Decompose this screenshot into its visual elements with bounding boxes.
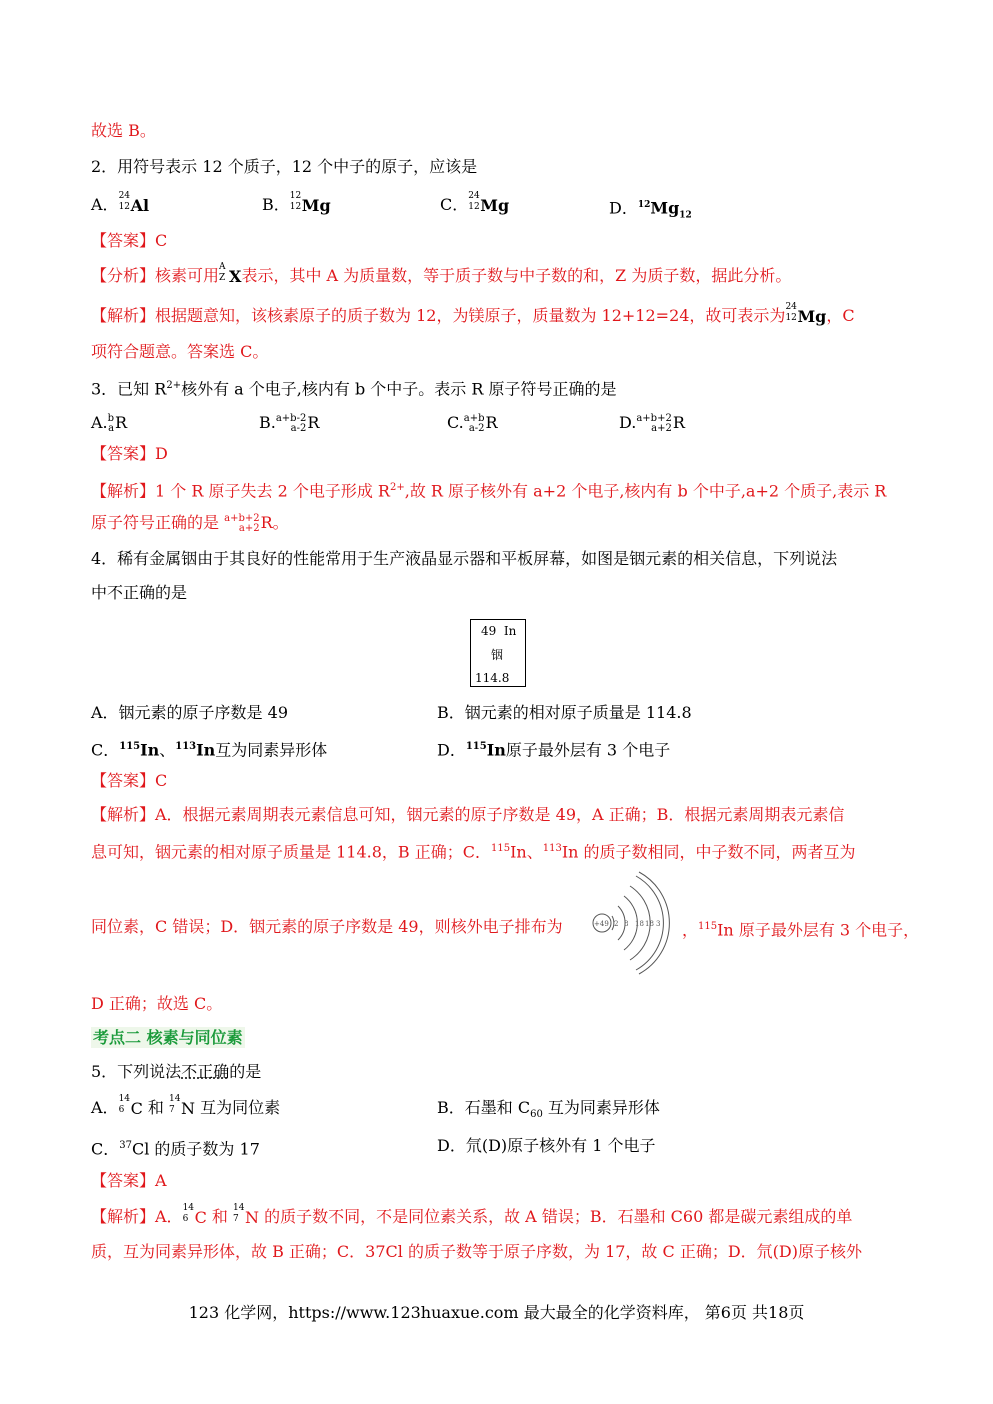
shell-3: 18 [635,920,644,928]
q4-answer: 【答案】C [91,771,168,790]
q4-stem: 4．稀有金属铟由于其良好的性能常用于生产液晶显示器和平板屏幕，如图是铟元素的相关信息，下列说法 [91,549,838,568]
q5-stem: 5．下列说法不正确的是 [91,1062,262,1081]
q3-explanation-2: 原子符号正确的是 a+b+2 a+2R。 [91,512,289,534]
q4-explanation-3: 同位素，C 错误；D．铟元素的原子序数是 49，则核外电子排布为 [91,917,563,936]
q3-option-a: A.b aR [91,412,128,434]
q4-option-b: B．铟元素的相对原子质量是 114.8 [437,703,692,722]
q4-explanation-2: 息可知，铟元素的相对原子质量是 114.8，B 正确；C．$^{115}$In、$^{113}$In 的质子数相同，中子数不同，两者互为 [91,842,856,862]
q5-answer: 【答案】A [91,1171,167,1190]
q3-answer: 【答案】D [91,444,168,463]
section-heading: 考点二 核素与同位素 [93,1028,243,1047]
q4-option-c: C．$^{115}$In、$^{113}$In互为同素异形体 [91,740,328,760]
q2-option-c: C． 24 12 Mg [440,190,510,215]
q2-stem: 2．用符号表示 12 个质子，12 个中子的原子，应该是 [91,157,478,176]
q5-option-b: B．石墨和 $C_{60}$ 互为同素异形体 [437,1098,660,1121]
shell-1: 2 [614,920,619,928]
q2-explanation: 【解析】根据题意知，该核素原子的质子数为 12，为镁原子，质量数为 12+12=24，故可表示为 24 12 Mg，C [91,301,855,326]
q5-option-c: C．$^{37}$Cl 的质子数为 17 [91,1139,260,1159]
electron-shell-diagram [590,868,682,978]
q5-explanation-2: 质，互为同素异形体，故 B 正确；C．37Cl 的质子数等于原子序数，为 17，故 C 正确；D．氘(D)原子核外 [91,1242,862,1261]
q4-stem-2: 中不正确的是 [91,583,188,602]
q2-option-d: D．$^{12}Mg_{12}$ [609,198,692,221]
q5-option-d: D．氘(D)原子核外有 1 个电子 [437,1136,656,1155]
q2-option-b: B． 12 12 Mg [262,190,331,215]
q5-option-a: A． 14 6 C 和 14 7 N 互为同位素 [91,1093,281,1118]
q3-option-c: C.a+b a-2R [447,412,498,434]
q5-explanation: 【解析】A． 14 6 C 和 14 7 N 的质子数不同，不是同位素关系，故 A 错误；B．石墨和 C60 都是碳元素组成的单 [91,1202,853,1227]
atomic-number: 49 In [481,624,517,638]
q2-explanation-2: 项符合题意。答案选 C。 [91,342,269,361]
prev-conclusion: 故选 B。 [91,121,156,140]
q2-analysis: 【分析】核素可用 A Z X表示，其中 A 为质量数，等于质子数与中子数的和，Z 为质子数，据此分析。 [91,261,792,286]
q3-option-d: D.a+b+2 a+2R [619,412,685,434]
nucleus-label: +49 [594,920,609,928]
q3-stem: 3．已知 $R^{2+}$核外有 a 个电子,核内有 b 个中子。表示 R 原子符号正确的是 [91,379,617,399]
atomic-mass: 114.8 [475,671,510,685]
q4-explanation-3b: ，$^{115}$In 原子最外层有 3 个电子， [682,920,920,940]
shell-2: 8 [624,920,629,928]
q4-explanation-4: D 正确；故选 C。 [91,994,223,1013]
indium-element-card [470,619,526,687]
q3-option-b: B.a+b-2 a-2R [259,412,320,434]
element-name: 铟 [491,648,504,662]
page-footer: 123 化学网，https://www.123huaxue.com 最大最全的化学资料库， 第6页 共18页 [188,1303,805,1322]
q2-option-a: A． 24 12 Al [91,190,150,215]
q2-answer: 【答案】C [91,231,168,250]
q4-option-a: A．铟元素的原子序数是 49 [91,703,289,722]
shell-5: 3 [656,920,661,928]
q4-option-d: D．$^{115}$In原子最外层有 3 个电子 [437,740,671,760]
q4-explanation: 【解析】A．根据元素周期表元素信息可知，铟元素的原子序数是 49，A 正确；B．根据元素周期表元素信 [91,805,845,824]
shell-4: 18 [645,920,654,928]
q3-explanation: 【解析】1 个 R 原子失去 2 个电子形成 $R^{2+}$,故 R 原子核外有 a+2 个电子,核内有 b 个中子,a+2 个质子,表示 R [91,481,887,501]
